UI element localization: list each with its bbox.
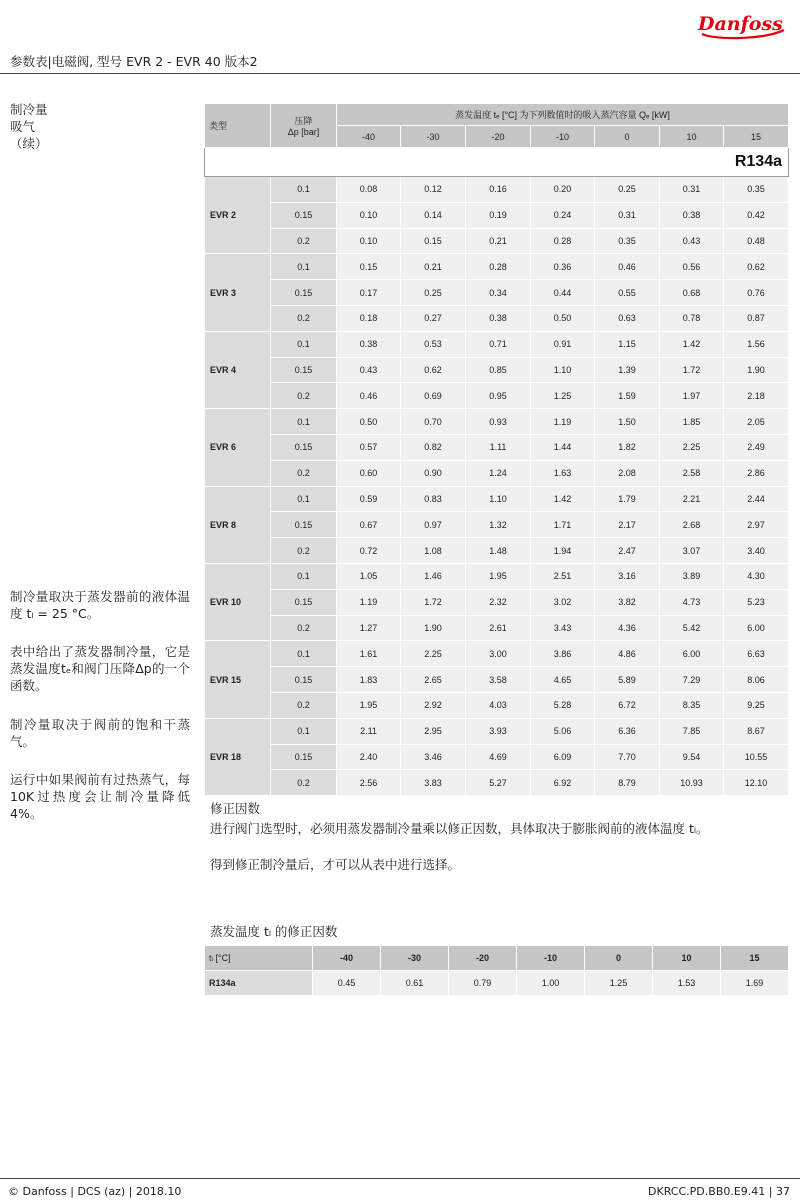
- capacity-cell: 2.05: [724, 409, 789, 435]
- capacity-cell: 0.21: [466, 228, 531, 254]
- capacity-cell: 3.83: [401, 770, 466, 796]
- table-row: [205, 177, 789, 203]
- capacity-cell: 2.95: [401, 718, 466, 744]
- capacity-cell: 3.89: [660, 563, 724, 589]
- danfoss-logo: [694, 4, 790, 44]
- capacity-cell: 0.10: [337, 228, 401, 254]
- capacity-cell: 0.53: [401, 331, 466, 357]
- capacity-cell: 3.07: [660, 538, 724, 564]
- capacity-cell: 5.42: [660, 615, 724, 641]
- factor-value-cell: 1.69: [721, 971, 789, 996]
- capacity-cell: 0.56: [660, 254, 724, 280]
- column-header-pressure-drop: [271, 104, 337, 148]
- table-row: [205, 692, 789, 718]
- pressure-drop-cell: 0.2: [271, 305, 337, 331]
- document-title: 参数表|电磁阀, 型号 EVR 2 - EVR 40 版本2: [10, 54, 258, 69]
- factor-value-cell: 0.45: [313, 971, 381, 996]
- capacity-cell: 0.97: [401, 512, 466, 538]
- temperature-header: 0: [595, 126, 660, 148]
- pressure-drop-label: 压降: [294, 116, 313, 126]
- capacity-cell: 0.18: [337, 305, 401, 331]
- capacity-cell: 1.10: [531, 357, 595, 383]
- pressure-drop-cell: 0.1: [271, 177, 337, 203]
- side-heading-line: （续）: [10, 136, 48, 151]
- capacity-cell: 9.54: [660, 744, 724, 770]
- table-row: [205, 409, 789, 435]
- valve-type-label: EVR 4: [205, 331, 271, 408]
- capacity-cell: 0.62: [401, 357, 466, 383]
- valve-type-label: EVR 8: [205, 486, 271, 563]
- side-note: 表中给出了蒸发器制冷量，它是蒸发温度tₑ和阀门压降Δp的一个函数。: [10, 644, 190, 693]
- pressure-drop-cell: 0.2: [271, 770, 337, 796]
- capacity-cell: 4.69: [466, 744, 531, 770]
- table-row: [205, 280, 789, 306]
- pressure-drop-cell: 0.15: [271, 280, 337, 306]
- capacity-cell: 1.24: [466, 460, 531, 486]
- capacity-cell: 4.73: [660, 589, 724, 615]
- capacity-cell: 2.11: [337, 718, 401, 744]
- column-header-type: 类型: [205, 104, 271, 148]
- svg-text:Danfoss: Danfoss: [698, 13, 783, 35]
- pressure-drop-cell: 0.1: [271, 563, 337, 589]
- temperature-header: -30: [401, 126, 466, 148]
- capacity-cell: 0.63: [595, 305, 660, 331]
- capacity-cell: 2.18: [724, 383, 789, 409]
- correction-text-2: 得到修正制冷量后，才可以从表中进行选择。: [210, 857, 461, 872]
- table-row: [205, 202, 789, 228]
- valve-type-label: EVR 15: [205, 641, 271, 718]
- capacity-cell: 2.21: [660, 486, 724, 512]
- capacity-cell: 0.14: [401, 202, 466, 228]
- capacity-cell: 1.94: [531, 538, 595, 564]
- capacity-cell: 0.28: [531, 228, 595, 254]
- capacity-cell: 0.59: [337, 486, 401, 512]
- capacity-cell: 0.70: [401, 409, 466, 435]
- capacity-cell: 1.59: [595, 383, 660, 409]
- capacity-cell: 5.28: [531, 692, 595, 718]
- capacity-cell: 1.42: [531, 486, 595, 512]
- capacity-cell: 4.36: [595, 615, 660, 641]
- capacity-cell: 0.78: [660, 305, 724, 331]
- capacity-cell: 3.00: [466, 641, 531, 667]
- capacity-cell: 0.46: [595, 254, 660, 280]
- pressure-drop-cell: 0.15: [271, 667, 337, 693]
- table-row: [205, 589, 789, 615]
- capacity-cell: 1.82: [595, 434, 660, 460]
- capacity-cell: 1.50: [595, 409, 660, 435]
- capacity-cell: 2.08: [595, 460, 660, 486]
- table-row: [205, 305, 789, 331]
- capacity-cell: 0.90: [401, 460, 466, 486]
- factor-value-cell: 1.00: [517, 971, 585, 996]
- factor-temperature-header: -30: [381, 946, 449, 971]
- capacity-cell: 1.90: [724, 357, 789, 383]
- capacity-cell: 6.00: [724, 615, 789, 641]
- capacity-cell: 0.93: [466, 409, 531, 435]
- capacity-cell: 0.76: [724, 280, 789, 306]
- table-row: [205, 512, 789, 538]
- pressure-drop-cell: 0.15: [271, 744, 337, 770]
- table-row: [205, 331, 789, 357]
- capacity-cell: 0.19: [466, 202, 531, 228]
- factor-value-cell: 1.53: [653, 971, 721, 996]
- temperature-header: -20: [466, 126, 531, 148]
- capacity-cell: 3.46: [401, 744, 466, 770]
- table-row: [205, 486, 789, 512]
- valve-type-label: EVR 3: [205, 254, 271, 331]
- capacity-cell: 1.48: [466, 538, 531, 564]
- capacity-cell: 6.63: [724, 641, 789, 667]
- valve-type-label: EVR 2: [205, 177, 271, 254]
- capacity-cell: 4.30: [724, 563, 789, 589]
- capacity-cell: 1.61: [337, 641, 401, 667]
- capacity-cell: 1.15: [595, 331, 660, 357]
- capacity-cell: 3.16: [595, 563, 660, 589]
- pressure-drop-cell: 0.2: [271, 692, 337, 718]
- factor-header-row: [205, 946, 789, 971]
- capacity-cell: 1.72: [401, 589, 466, 615]
- capacity-cell: 0.31: [660, 177, 724, 203]
- factor-value-cell: 0.79: [449, 971, 517, 996]
- capacity-cell: 0.50: [337, 409, 401, 435]
- footer-doc-number: DKRCC.PD.BB0.E9.41 | 37: [648, 1185, 790, 1198]
- capacity-cell: 0.31: [595, 202, 660, 228]
- capacity-cell: 0.25: [401, 280, 466, 306]
- capacity-cell: 1.56: [724, 331, 789, 357]
- side-heading-line: 吸气: [10, 119, 36, 134]
- capacity-cell: 0.60: [337, 460, 401, 486]
- pressure-drop-cell: 0.2: [271, 538, 337, 564]
- factor-temperature-header: -40: [313, 946, 381, 971]
- capacity-cell: 2.58: [660, 460, 724, 486]
- capacity-cell: 2.49: [724, 434, 789, 460]
- capacity-cell: 8.67: [724, 718, 789, 744]
- capacity-cell: 1.83: [337, 667, 401, 693]
- valve-type-label: EVR 6: [205, 409, 271, 486]
- temperature-header: -10: [531, 126, 595, 148]
- table-row: [205, 615, 789, 641]
- factor-temperature-header: -20: [449, 946, 517, 971]
- capacity-cell: 4.65: [531, 667, 595, 693]
- table-row: [205, 538, 789, 564]
- side-note: 制冷量取决于蒸发器前的液体温度 tₗ = 25 °C。: [10, 589, 190, 621]
- capacity-cell: 0.28: [466, 254, 531, 280]
- capacity-cell: 3.58: [466, 667, 531, 693]
- capacity-cell: 0.25: [595, 177, 660, 203]
- capacity-cell: 0.69: [401, 383, 466, 409]
- capacity-cell: 1.90: [401, 615, 466, 641]
- capacity-cell: 5.06: [531, 718, 595, 744]
- capacity-cell: 3.86: [531, 641, 595, 667]
- capacity-cell: 12.10: [724, 770, 789, 796]
- capacity-cell: 0.95: [466, 383, 531, 409]
- pressure-drop-cell: 0.15: [271, 512, 337, 538]
- capacity-cell: 0.16: [466, 177, 531, 203]
- capacity-table: [204, 103, 789, 796]
- capacity-cell: 1.63: [531, 460, 595, 486]
- capacity-cell: 0.43: [660, 228, 724, 254]
- capacity-cell: 0.72: [337, 538, 401, 564]
- table-row: [205, 718, 789, 744]
- capacity-cell: 0.15: [401, 228, 466, 254]
- capacity-cell: 0.50: [531, 305, 595, 331]
- capacity-cell: 1.85: [660, 409, 724, 435]
- capacity-cell: 0.42: [724, 202, 789, 228]
- column-header-capacity-group: 蒸发温度 tₑ [°C] 为下列数值时的吸入蒸汽容量 Qₑ [kW]: [337, 104, 789, 126]
- temperature-header: 10: [660, 126, 724, 148]
- capacity-cell: 8.79: [595, 770, 660, 796]
- capacity-cell: 5.23: [724, 589, 789, 615]
- pressure-drop-cell: 0.1: [271, 641, 337, 667]
- factor-temperature-header: 0: [585, 946, 653, 971]
- capacity-cell: 1.39: [595, 357, 660, 383]
- capacity-cell: 0.38: [466, 305, 531, 331]
- capacity-cell: 1.11: [466, 434, 531, 460]
- capacity-cell: 0.34: [466, 280, 531, 306]
- factor-row-label: R134a: [205, 971, 313, 996]
- side-heading: [10, 101, 190, 152]
- capacity-cell: 1.71: [531, 512, 595, 538]
- capacity-cell: 0.91: [531, 331, 595, 357]
- capacity-cell: 0.55: [595, 280, 660, 306]
- capacity-cell: 2.44: [724, 486, 789, 512]
- capacity-cell: 0.08: [337, 177, 401, 203]
- table-row: [205, 434, 789, 460]
- capacity-cell: 0.71: [466, 331, 531, 357]
- capacity-cell: 5.27: [466, 770, 531, 796]
- capacity-cell: 0.46: [337, 383, 401, 409]
- capacity-cell: 1.46: [401, 563, 466, 589]
- factor-value-row: [205, 971, 789, 996]
- correction-factor-table: [204, 945, 789, 996]
- capacity-cell: 1.27: [337, 615, 401, 641]
- table-row: [205, 228, 789, 254]
- capacity-cell: 3.40: [724, 538, 789, 564]
- capacity-cell: 1.95: [466, 563, 531, 589]
- capacity-cell: 1.10: [466, 486, 531, 512]
- capacity-cell: 0.15: [337, 254, 401, 280]
- capacity-cell: 1.05: [337, 563, 401, 589]
- capacity-cell: 9.25: [724, 692, 789, 718]
- capacity-cell: 2.51: [531, 563, 595, 589]
- capacity-cell: 2.40: [337, 744, 401, 770]
- capacity-cell: 0.10: [337, 202, 401, 228]
- pressure-drop-cell: 0.15: [271, 434, 337, 460]
- capacity-cell: 8.06: [724, 667, 789, 693]
- capacity-cell: 0.36: [531, 254, 595, 280]
- capacity-cell: 6.92: [531, 770, 595, 796]
- capacity-cell: 4.03: [466, 692, 531, 718]
- capacity-cell: 1.95: [337, 692, 401, 718]
- temperature-header: 15: [724, 126, 789, 148]
- capacity-cell: 0.67: [337, 512, 401, 538]
- capacity-cell: 0.35: [595, 228, 660, 254]
- table-row: [205, 563, 789, 589]
- pressure-drop-unit: Δp [bar]: [287, 127, 320, 137]
- capacity-cell: 0.24: [531, 202, 595, 228]
- capacity-cell: 10.93: [660, 770, 724, 796]
- factor-value-cell: 0.61: [381, 971, 449, 996]
- capacity-cell: 4.86: [595, 641, 660, 667]
- capacity-cell: 7.85: [660, 718, 724, 744]
- side-note: 制冷量取决于阀前的饱和干蒸气。: [10, 717, 190, 749]
- correction-text: 进行阀门选型时，必须用蒸发器制冷量乘以修正因数，具体取决于膨胀阀前的液体温度 tₗ。: [210, 821, 709, 836]
- pressure-drop-cell: 0.15: [271, 589, 337, 615]
- capacity-cell: 2.47: [595, 538, 660, 564]
- capacity-cell: 3.02: [531, 589, 595, 615]
- capacity-cell: 3.43: [531, 615, 595, 641]
- capacity-cell: 6.36: [595, 718, 660, 744]
- table-row: [205, 357, 789, 383]
- capacity-cell: 0.38: [660, 202, 724, 228]
- capacity-cell: 1.32: [466, 512, 531, 538]
- capacity-cell: 0.21: [401, 254, 466, 280]
- capacity-cell: 3.82: [595, 589, 660, 615]
- pressure-drop-cell: 0.15: [271, 202, 337, 228]
- factor-value-cell: 1.25: [585, 971, 653, 996]
- capacity-cell: 2.68: [660, 512, 724, 538]
- capacity-cell: 2.17: [595, 512, 660, 538]
- capacity-cell: 0.48: [724, 228, 789, 254]
- capacity-cell: 1.08: [401, 538, 466, 564]
- capacity-cell: 1.97: [660, 383, 724, 409]
- capacity-cell: 1.79: [595, 486, 660, 512]
- capacity-cell: 0.57: [337, 434, 401, 460]
- capacity-cell: 8.35: [660, 692, 724, 718]
- table-row: [205, 383, 789, 409]
- pressure-drop-cell: 0.2: [271, 228, 337, 254]
- capacity-cell: 2.92: [401, 692, 466, 718]
- capacity-cell: 6.00: [660, 641, 724, 667]
- pressure-drop-cell: 0.2: [271, 615, 337, 641]
- capacity-cell: 3.93: [466, 718, 531, 744]
- capacity-cell: 2.25: [660, 434, 724, 460]
- valve-type-label: EVR 18: [205, 718, 271, 795]
- capacity-cell: 10.55: [724, 744, 789, 770]
- capacity-cell: 0.20: [531, 177, 595, 203]
- capacity-cell: 1.19: [337, 589, 401, 615]
- pressure-drop-cell: 0.1: [271, 486, 337, 512]
- capacity-cell: 0.44: [531, 280, 595, 306]
- capacity-cell: 1.42: [660, 331, 724, 357]
- side-heading-line: 制冷量: [10, 102, 48, 117]
- capacity-cell: 2.86: [724, 460, 789, 486]
- capacity-cell: 6.72: [595, 692, 660, 718]
- pressure-drop-cell: 0.2: [271, 460, 337, 486]
- side-note: 运行中如果阀前有过热蒸气，每10K过热度会让制冷量降低 4%。: [10, 772, 190, 821]
- table-row: [205, 641, 789, 667]
- capacity-cell: 5.89: [595, 667, 660, 693]
- capacity-cell: 1.72: [660, 357, 724, 383]
- capacity-cell: 1.19: [531, 409, 595, 435]
- table-row: [205, 770, 789, 796]
- capacity-cell: 6.09: [531, 744, 595, 770]
- capacity-cell: 2.65: [401, 667, 466, 693]
- valve-type-label: EVR 10: [205, 563, 271, 640]
- capacity-cell: 0.43: [337, 357, 401, 383]
- capacity-cell: 2.61: [466, 615, 531, 641]
- pressure-drop-cell: 0.1: [271, 718, 337, 744]
- table-row: [205, 460, 789, 486]
- capacity-cell: 7.70: [595, 744, 660, 770]
- capacity-cell: 0.87: [724, 305, 789, 331]
- capacity-cell: 2.56: [337, 770, 401, 796]
- temperature-header: -40: [337, 126, 401, 148]
- capacity-cell: 0.85: [466, 357, 531, 383]
- capacity-cell: 0.17: [337, 280, 401, 306]
- header-divider: [0, 73, 800, 74]
- footer-copyright: © Danfoss | DCS (az) | 2018.10: [8, 1185, 182, 1198]
- factor-table-title: 蒸发温度 tₗ 的修正因数: [210, 924, 338, 939]
- pressure-drop-cell: 0.15: [271, 357, 337, 383]
- capacity-cell: 0.38: [337, 331, 401, 357]
- refrigerant-title: R134a: [205, 148, 789, 177]
- table-row: [205, 744, 789, 770]
- table-row: [205, 254, 789, 280]
- capacity-cell: 0.62: [724, 254, 789, 280]
- factor-header-label: tₗ [°C]: [205, 946, 313, 971]
- factor-temperature-header: 10: [653, 946, 721, 971]
- capacity-cell: 2.25: [401, 641, 466, 667]
- capacity-cell: 1.44: [531, 434, 595, 460]
- factor-temperature-header: -10: [517, 946, 585, 971]
- capacity-cell: 2.97: [724, 512, 789, 538]
- capacity-cell: 7.29: [660, 667, 724, 693]
- capacity-cell: 1.25: [531, 383, 595, 409]
- capacity-cell: 0.68: [660, 280, 724, 306]
- capacity-cell: 0.27: [401, 305, 466, 331]
- capacity-cell: 0.12: [401, 177, 466, 203]
- correction-title: 修正因数: [210, 801, 261, 816]
- footer-divider: [0, 1178, 800, 1179]
- pressure-drop-cell: 0.1: [271, 409, 337, 435]
- capacity-cell: 0.35: [724, 177, 789, 203]
- factor-temperature-header: 15: [721, 946, 789, 971]
- pressure-drop-cell: 0.1: [271, 331, 337, 357]
- pressure-drop-cell: 0.1: [271, 254, 337, 280]
- table-row: [205, 667, 789, 693]
- capacity-cell: 2.32: [466, 589, 531, 615]
- capacity-cell: 0.82: [401, 434, 466, 460]
- capacity-cell: 0.83: [401, 486, 466, 512]
- pressure-drop-cell: 0.2: [271, 383, 337, 409]
